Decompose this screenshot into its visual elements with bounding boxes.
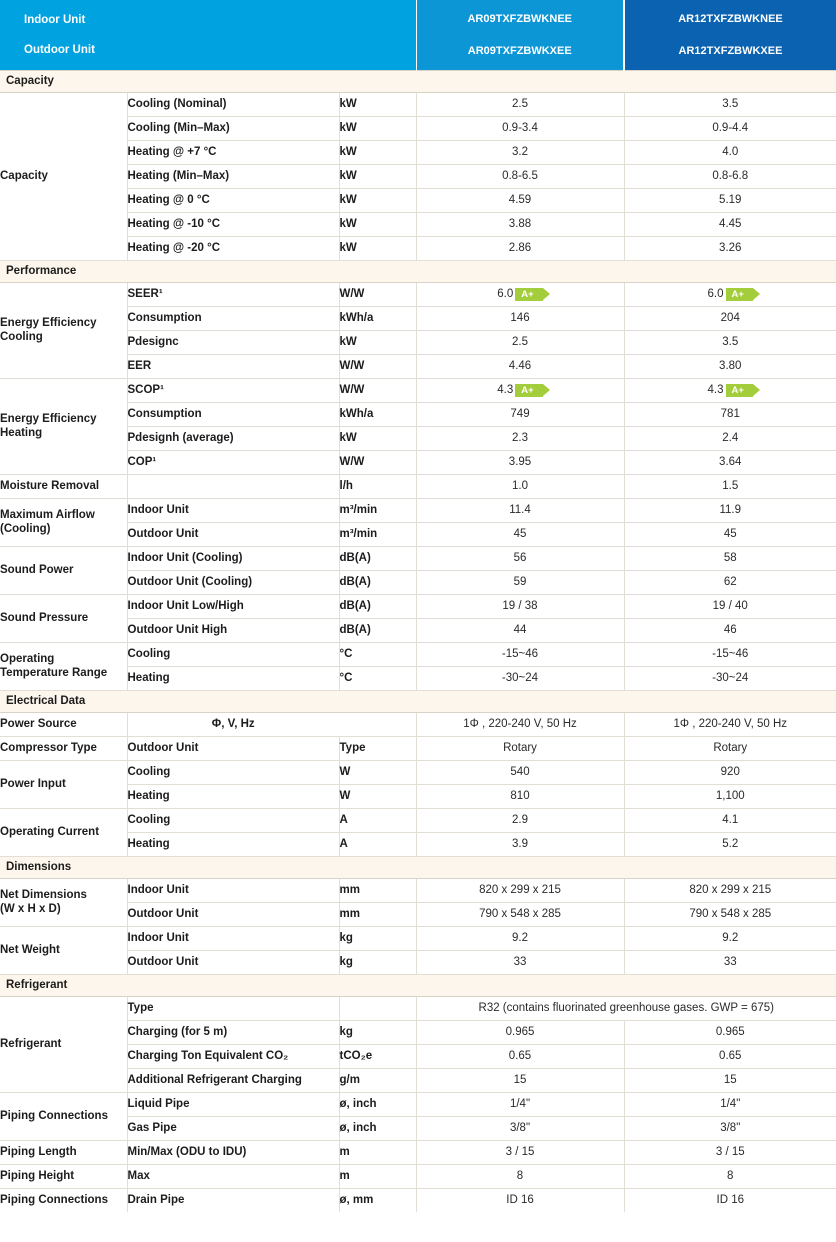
row-value-model1: 3.9 [416,832,624,856]
row-value-model2: 0.965 [624,1020,836,1044]
row-value-model2: 920 [624,760,836,784]
row-value-model2 [624,282,836,306]
row-unit: m³/min [339,522,416,546]
row-unit: dB(A) [339,594,416,618]
table-row [0,712,836,736]
row-value-model2: 58 [624,546,836,570]
row-label: Gas Pipe [127,1116,339,1140]
row-value-merged: R32 (contains fluorinated greenhouse gases. GWP = 675) [416,996,836,1020]
row-label: Charging (for 5 m) [127,1020,339,1044]
row-unit: kW [339,212,416,236]
row-value-model2: Rotary [624,736,836,760]
energy-label-badge: A+ [726,288,753,301]
row-value-model1: 2.9 [416,808,624,832]
row-value-model2: 33 [624,950,836,974]
row-value-model1: 59 [416,570,624,594]
section-header [0,690,836,712]
section-title-refrigerant: Refrigerant [0,974,836,996]
scop-value-wrap-2 [708,384,753,397]
row-label: Heating [127,666,339,690]
row-unit: Φ, V, Hz [127,712,339,736]
row-value-model2: 3.5 [624,92,836,116]
row-unit: dB(A) [339,546,416,570]
row-label: Type [127,996,339,1020]
row-label: Liquid Pipe [127,1092,339,1116]
row-unit: kW [339,164,416,188]
row-label: Heating (Min–Max) [127,164,339,188]
row-label: Consumption [127,306,339,330]
row-group-power-input: Power Input [0,760,127,808]
section-title-performance: Performance [0,260,836,282]
row-label: Heating [127,832,339,856]
row-unit: W [339,784,416,808]
row-value-model1: 1.0 [416,474,624,498]
row-group-net-dimensions [0,878,127,926]
row-unit-spacer [339,712,416,736]
row-group-moisture-removal: Moisture Removal [0,474,127,498]
row-group-line1: Maximum Airflow [0,508,95,521]
table-row [0,1164,836,1188]
row-unit: kW [339,426,416,450]
row-group-net-weight: Net Weight [0,926,127,974]
seer-value-wrap-1 [497,288,542,301]
row-value-number: 4.3 [707,384,724,396]
row-unit: g/m [339,1068,416,1092]
row-value-model1: 2.3 [416,426,624,450]
scop-value-wrap-1 [497,384,542,397]
row-value-model1: 4.46 [416,354,624,378]
row-label: Cooling [127,808,339,832]
model-2-indoor: AR12TXFZBWKNEE [678,12,783,25]
row-group-line1: Operating [0,652,55,665]
row-group-power-source: Power Source [0,712,127,736]
row-value-model2: 46 [624,618,836,642]
row-value-model1: 540 [416,760,624,784]
row-label: Heating @ -10 °C [127,212,339,236]
row-label: Outdoor Unit (Cooling) [127,570,339,594]
table-row [0,1140,836,1164]
model-2-outdoor: AR12TXFZBWKXEE [678,44,783,57]
section-header [0,260,836,282]
table-row [0,926,836,950]
model-1-indoor: AR09TXFZBWKNEE [467,12,572,25]
row-value-number: 4.3 [497,384,514,396]
row-label: EER [127,354,339,378]
row-value-model1: 1Φ , 220-240 V, 50 Hz [416,712,624,736]
row-value-model2: 5.19 [624,188,836,212]
row-value-model2: -15~46 [624,642,836,666]
row-group-sound-pressure: Sound Pressure [0,594,127,642]
row-label: Heating @ 0 °C [127,188,339,212]
row-value-model1: -15~46 [416,642,624,666]
row-unit: dB(A) [339,570,416,594]
row-unit: kW [339,116,416,140]
row-label: Drain Pipe [127,1188,339,1212]
row-unit: A [339,832,416,856]
row-value-model2: 4.0 [624,140,836,164]
row-unit: kW [339,188,416,212]
row-group-refrigerant: Refrigerant [0,996,127,1092]
row-value-model2: 1/4" [624,1092,836,1116]
row-value-model1: 0.9-3.4 [416,116,624,140]
row-value-model2: 820 x 299 x 215 [624,878,836,902]
row-value-model2: 45 [624,522,836,546]
row-label [127,474,339,498]
section-title-capacity: Capacity [0,70,836,92]
row-value-model2: 3/8" [624,1116,836,1140]
row-unit: Type [339,736,416,760]
row-unit: W [339,760,416,784]
unit-type-header [0,0,127,70]
row-value-model1: 749 [416,402,624,426]
row-group-energy-efficiency-heating [0,378,127,474]
row-value-model2: 3.26 [624,236,836,260]
row-group-line1: Net Dimensions [0,888,87,901]
table-row [0,736,836,760]
row-label: Indoor Unit Low/High [127,594,339,618]
table-row [0,474,836,498]
row-value-model1: 810 [416,784,624,808]
table-row [0,282,836,306]
table-row [0,808,836,832]
table-header-row [0,0,836,70]
row-label: Cooling (Min–Max) [127,116,339,140]
row-unit: l/h [339,474,416,498]
row-group-line2: Heating [0,427,43,439]
row-label: Consumption [127,402,339,426]
row-group-line2: (W x H x D) [0,903,61,915]
table-row [0,760,836,784]
row-group-line1: Energy Efficiency [0,412,97,425]
row-value-model2: 1.5 [624,474,836,498]
row-group-compressor-type: Compressor Type [0,736,127,760]
row-value-model2: 3.5 [624,330,836,354]
row-value-model1: 4.59 [416,188,624,212]
row-label: Outdoor Unit High [127,618,339,642]
row-value-model1: 3.88 [416,212,624,236]
row-unit: W/W [339,378,416,402]
row-value-model2: 790 x 548 x 285 [624,902,836,926]
table-row [0,878,836,902]
row-label: Heating @ -20 °C [127,236,339,260]
table-row [0,1092,836,1116]
row-group-piping-length: Piping Length [0,1140,127,1164]
row-value-model2: 15 [624,1068,836,1092]
row-value-model2: 0.9-4.4 [624,116,836,140]
row-value-model1 [416,282,624,306]
row-label: Outdoor Unit [127,902,339,926]
seer-value-wrap-2 [708,288,753,301]
row-value-model1: 2.5 [416,330,624,354]
row-value-model1: 9.2 [416,926,624,950]
row-value-model2: 19 / 40 [624,594,836,618]
row-label: SEER¹ [127,282,339,306]
table-row [0,642,836,666]
row-unit: kW [339,330,416,354]
row-value-model2: 3.80 [624,354,836,378]
row-unit: W/W [339,450,416,474]
row-value-number: 6.0 [497,288,514,300]
row-value-model2 [624,378,836,402]
row-label: Outdoor Unit [127,736,339,760]
section-header [0,70,836,92]
row-label: Min/Max (ODU to IDU) [127,1140,339,1164]
row-value-model1: 1/4" [416,1092,624,1116]
row-unit: °C [339,642,416,666]
row-label: Cooling (Nominal) [127,92,339,116]
row-unit: °C [339,666,416,690]
row-label: Outdoor Unit [127,950,339,974]
row-group-piping-height: Piping Height [0,1164,127,1188]
row-value-model1: 45 [416,522,624,546]
table-row [0,498,836,522]
row-value-model2: -30~24 [624,666,836,690]
row-label: Pdesignc [127,330,339,354]
row-value-model1: 3.95 [416,450,624,474]
row-unit: kW [339,140,416,164]
row-value-model1: 15 [416,1068,624,1092]
row-unit: kW [339,236,416,260]
row-value-model1 [416,378,624,402]
row-value-model1: 8 [416,1164,624,1188]
section-header [0,856,836,878]
header-blank [127,0,416,70]
row-group-line2: Temperature Range [0,667,108,679]
row-value-model2: 62 [624,570,836,594]
row-value-model2: 0.8-6.8 [624,164,836,188]
row-label: Max [127,1164,339,1188]
row-value-model2: 11.9 [624,498,836,522]
row-value-model1: 44 [416,618,624,642]
row-value-model1: 2.86 [416,236,624,260]
row-unit: ø, inch [339,1116,416,1140]
row-value-model1: 790 x 548 x 285 [416,902,624,926]
row-label: SCOP¹ [127,378,339,402]
row-unit: W/W [339,282,416,306]
row-value-model2: 8 [624,1164,836,1188]
row-value-model1: 33 [416,950,624,974]
row-value-model2: 2.4 [624,426,836,450]
row-group-piping-connections-drain: Piping Connections [0,1194,108,1207]
row-unit [339,996,416,1020]
row-value-model1: 3.2 [416,140,624,164]
outdoor-unit-label: Outdoor Unit [24,43,95,56]
row-group-piping-connections: Piping Connections [0,1092,127,1140]
row-value-model2: 1Φ , 220-240 V, 50 Hz [624,712,836,736]
row-value-model2: 4.1 [624,808,836,832]
row-value-model1: -30~24 [416,666,624,690]
row-value-model1: 3/8" [416,1116,624,1140]
table-row [0,546,836,570]
row-value-number: 6.0 [707,288,724,300]
row-unit: W/W [339,354,416,378]
row-unit: kg [339,950,416,974]
row-label: COP¹ [127,450,339,474]
table-row [0,92,836,116]
row-label: Indoor Unit [127,926,339,950]
table-row [0,594,836,618]
energy-label-badge: A+ [515,384,542,397]
row-unit: kg [339,1020,416,1044]
row-unit: m³/min [339,498,416,522]
row-unit: ø, inch [339,1092,416,1116]
row-group-energy-efficiency-cooling [0,282,127,378]
row-value-model2: 3.64 [624,450,836,474]
row-value-model1: 11.4 [416,498,624,522]
row-value-model2: 204 [624,306,836,330]
row-unit: m [339,1140,416,1164]
row-value-model1: 146 [416,306,624,330]
row-value-model2: 1,100 [624,784,836,808]
row-unit: kWh/a [339,402,416,426]
row-group-line1: Energy Efficiency [0,316,97,329]
row-unit: tCO₂e [339,1044,416,1068]
row-group-maximum-airflow [0,498,127,546]
table-row [0,1188,836,1212]
section-title-electrical-data: Electrical Data [0,690,836,712]
row-value-model2: 3 / 15 [624,1140,836,1164]
row-unit: mm [339,878,416,902]
row-unit: m [339,1164,416,1188]
row-value-model1: Rotary [416,736,624,760]
indoor-unit-label: Indoor Unit [24,13,86,26]
table-row [0,996,836,1020]
row-group-capacity: Capacity [0,92,127,260]
row-label: Indoor Unit [127,878,339,902]
row-value-model1: 0.965 [416,1020,624,1044]
row-label: Heating @ +7 °C [127,140,339,164]
row-value-model2: 781 [624,402,836,426]
table-row [0,378,836,402]
row-value-model1: 0.8-6.5 [416,164,624,188]
row-value-model1: 19 / 38 [416,594,624,618]
row-label: Indoor Unit (Cooling) [127,546,339,570]
row-value-model2: 5.2 [624,832,836,856]
row-value-model1: 2.5 [416,92,624,116]
row-unit: mm [339,902,416,926]
row-label: Cooling [127,642,339,666]
row-label: Indoor Unit [127,498,339,522]
row-unit: kg [339,926,416,950]
model-1-outdoor: AR09TXFZBWKXEE [467,44,572,57]
model-column-1 [416,0,624,70]
row-label: Outdoor Unit [127,522,339,546]
row-value-model1: 820 x 299 x 215 [416,878,624,902]
row-value-model1: ID 16 [416,1188,624,1212]
row-unit: ø, mm [339,1188,416,1212]
row-unit: kW [339,92,416,116]
row-unit: kWh/a [339,306,416,330]
row-label: Cooling [127,760,339,784]
row-value-model2: ID 16 [624,1188,836,1212]
row-label: Heating [127,784,339,808]
section-title-dimensions: Dimensions [0,856,836,878]
section-header [0,974,836,996]
row-value-model2: 4.45 [624,212,836,236]
row-label: Additional Refrigerant Charging [127,1068,339,1092]
energy-label-badge: A+ [726,384,753,397]
row-value-model2: 9.2 [624,926,836,950]
energy-label-badge: A+ [515,288,542,301]
row-group-operating-current: Operating Current [0,808,127,856]
row-group-line2: (Cooling) [0,523,51,535]
row-group-operating-temperature-range [0,642,127,690]
row-value-model1: 3 / 15 [416,1140,624,1164]
row-unit: A [339,808,416,832]
row-value-model2: 0.65 [624,1044,836,1068]
row-value-model1: 56 [416,546,624,570]
row-label: Charging Ton Equivalent CO₂ [127,1044,339,1068]
row-group-line2: Cooling [0,331,43,343]
model-column-2 [624,0,836,70]
row-label: Pdesignh (average) [127,426,339,450]
row-group-sound-power: Sound Power [0,546,127,594]
row-unit: dB(A) [339,618,416,642]
row-value-model1: 0.65 [416,1044,624,1068]
